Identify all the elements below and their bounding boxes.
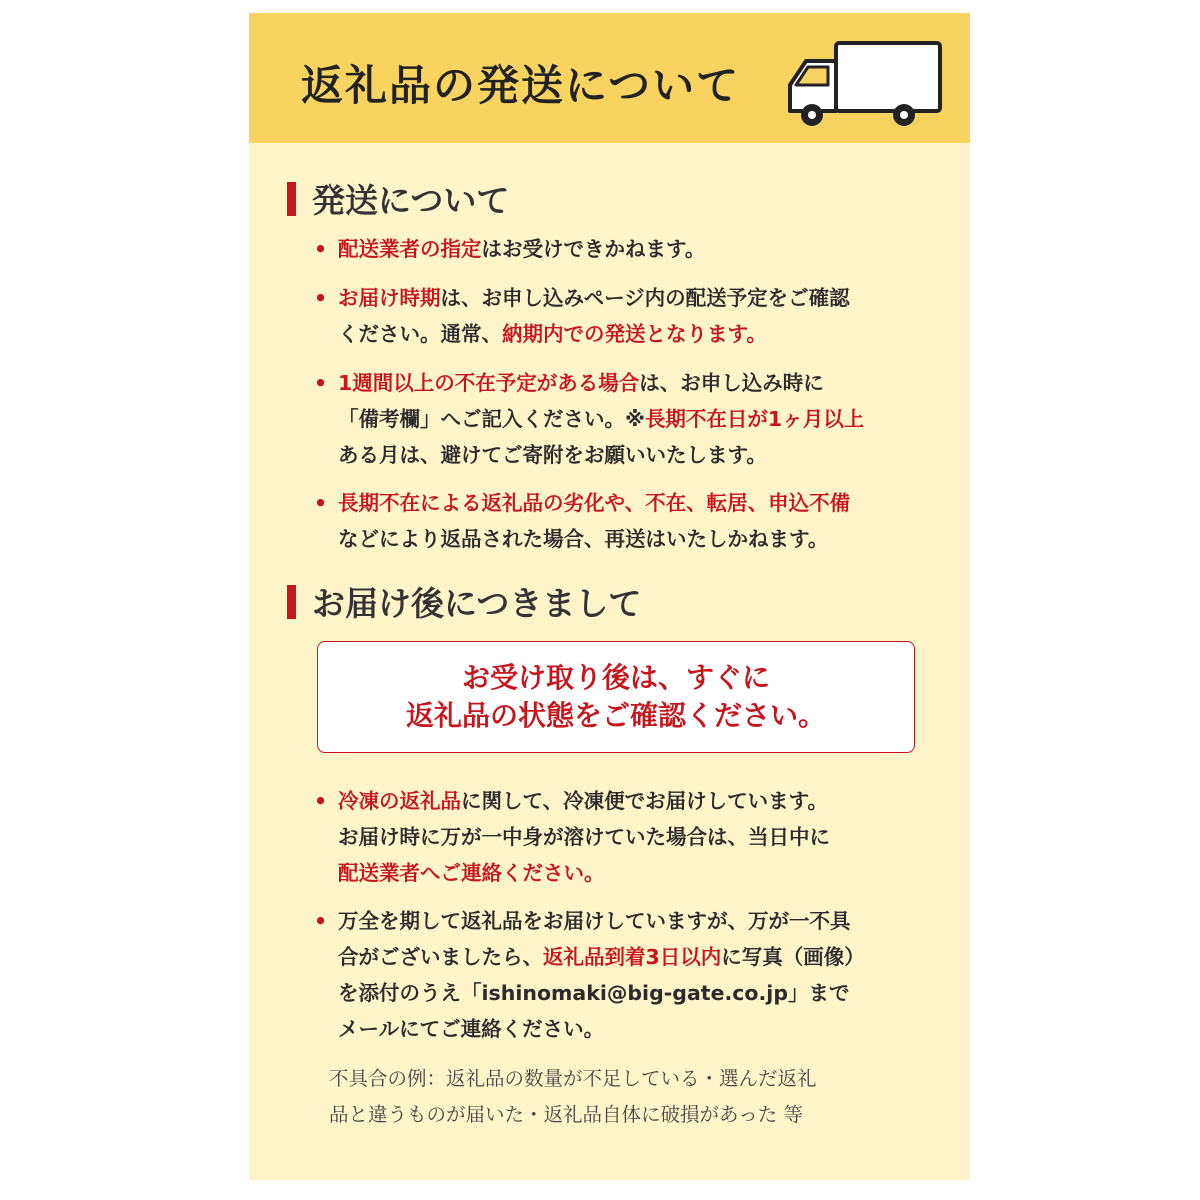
body-text: メールにてご連絡ください。: [338, 1017, 605, 1041]
highlight-text: 長期不在日が1ヶ月以上: [644, 407, 865, 431]
section-title-shipping: [287, 175, 509, 222]
page-title: 返礼品の発送について: [301, 61, 741, 110]
list-item-line: [314, 783, 830, 819]
bullet-dot-icon: •: [314, 237, 328, 261]
delivery-truck-icon: [784, 39, 944, 131]
notice-line-2: 返礼品の状態をご確認ください。: [405, 699, 826, 732]
body-text: ある月は、避けてご寄附をお願いいたします。: [338, 443, 767, 467]
list-item: [314, 231, 705, 267]
section-marker: [287, 585, 296, 619]
highlight-text: お届け時期: [338, 286, 441, 310]
body-text: 「備考欄」へご記入ください。※: [338, 407, 645, 431]
section-title-text: お届け後につきまして: [312, 584, 642, 623]
bullet-dot-icon: •: [314, 909, 328, 933]
list-item: [314, 783, 830, 891]
bullet-dot-icon: •: [314, 491, 328, 515]
body-text: ください。通常、: [338, 322, 502, 346]
notice-box: [317, 641, 915, 753]
body-text: などにより返品された場合、再送はいたしかねます。: [338, 527, 829, 551]
section-marker: [287, 182, 296, 216]
list-item: [314, 280, 850, 352]
body-text: を添付のうえ「ishinomaki@big-gate.co.jp」まで: [338, 981, 850, 1005]
list-item: [314, 485, 850, 557]
section-title-text: 発送について: [312, 181, 510, 220]
list-item-line: [314, 903, 865, 939]
highlight-text: 長期不在による返礼品の劣化や、不在、転居、申込不備: [338, 491, 851, 515]
body-text: はお受けできかねます。: [481, 237, 706, 261]
list-item: [314, 365, 864, 473]
list-item-line: [314, 280, 850, 316]
header-banner: [249, 13, 970, 143]
highlight-text: 配送業者へご連絡ください。: [338, 861, 605, 885]
list-item-line: [314, 855, 830, 891]
example-line-1: 不具合の例：返礼品の数量が不足している・選んだ返礼: [329, 1067, 817, 1090]
bullet-dot-icon: •: [314, 789, 328, 813]
body-text: 合がございましたら、: [338, 945, 543, 969]
highlight-text: 1週間以上の不在予定がある場合: [338, 371, 640, 395]
body-text: に写真（画像）: [721, 945, 865, 969]
list-item-line: [314, 1011, 865, 1047]
body-text: は、お申し込みページ内の配送予定をご確認: [440, 286, 850, 310]
highlight-text: 配送業者の指定: [338, 237, 482, 261]
list-item-line: [314, 437, 864, 473]
defect-examples: [329, 1061, 817, 1133]
example-line-2: 品と違うものが届いた・返礼品自体に破損があった 等: [329, 1103, 804, 1126]
list-item-line: [314, 819, 830, 855]
list-item: [314, 903, 865, 1047]
list-item-line: [314, 521, 850, 557]
highlight-text: 返礼品到着3日以内: [543, 945, 722, 969]
list-item-line: [314, 939, 865, 975]
body-text: お届け時に万が一中身が溶けていた場合は、当日中に: [338, 825, 830, 849]
body-text: 万全を期して返礼品をお届けしていますが、万が一不具: [338, 909, 851, 933]
body-text: は、お申し込み時に: [639, 371, 824, 395]
list-item-line: [314, 975, 865, 1011]
list-item-line: [314, 316, 850, 352]
list-item-line: [314, 231, 705, 267]
highlight-text: 納期内での発送となります。: [502, 322, 767, 346]
body-text: に関して、冷凍便でお届けしています。: [461, 789, 828, 813]
bullet-dot-icon: •: [314, 286, 328, 310]
bullet-dot-icon: •: [314, 371, 328, 395]
highlight-text: 冷凍の返礼品: [338, 789, 461, 813]
shipping-info-card: [249, 13, 970, 1180]
notice-line-1: お受け取り後は、すぐに: [461, 661, 770, 694]
list-item-line: [314, 365, 864, 401]
list-item-line: [314, 485, 850, 521]
section-title-after-delivery: [287, 578, 641, 625]
list-item-line: [314, 401, 864, 437]
